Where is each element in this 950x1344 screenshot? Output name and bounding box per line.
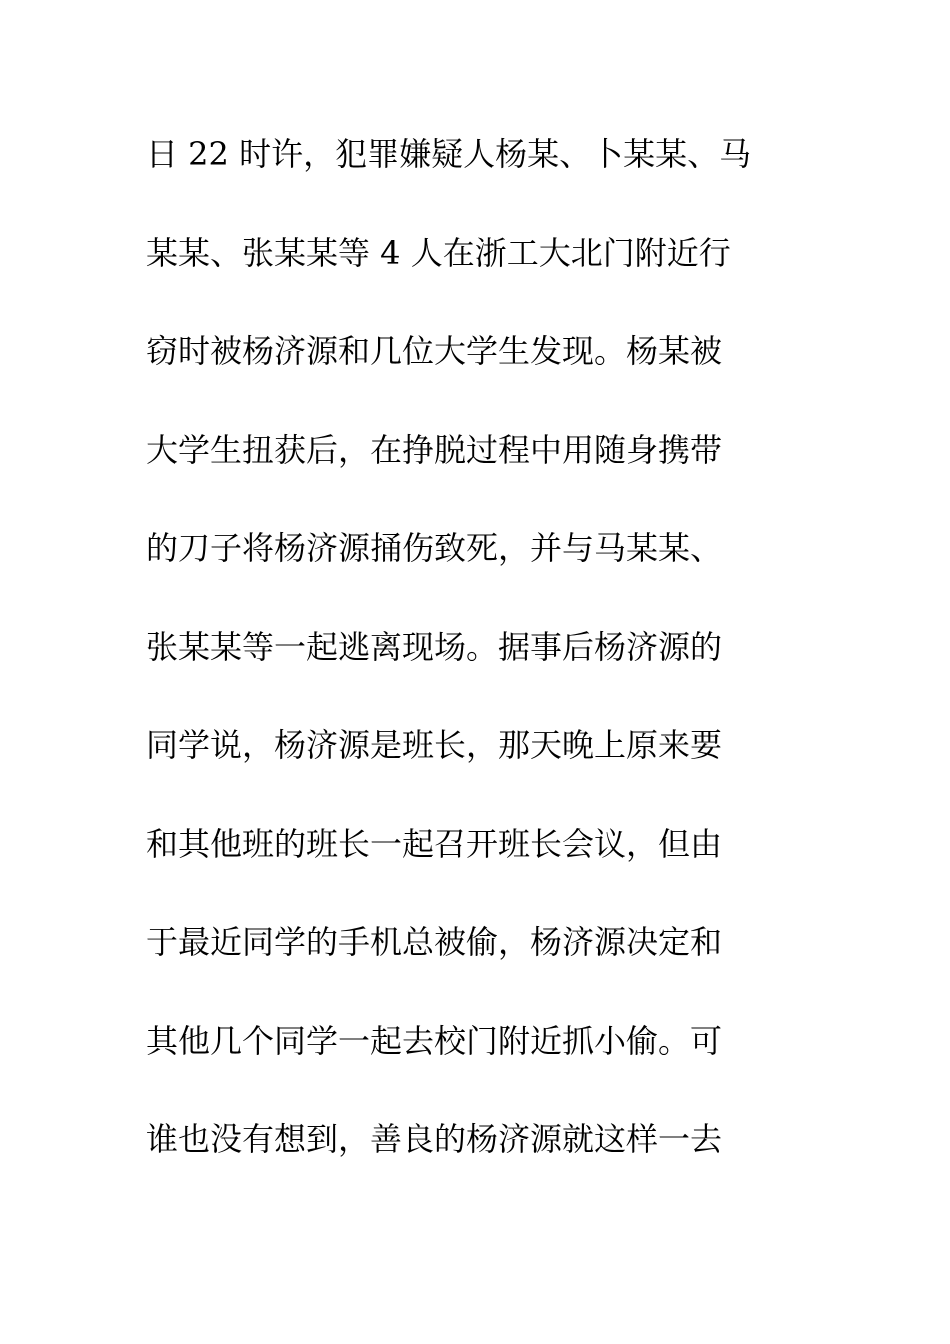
text-line: 同学说，杨济源是班长，那天晚上原来要 <box>146 726 723 764</box>
text-line: 张某某等一起逃离现场。据事后杨济源的 <box>146 627 723 666</box>
text-line: 和其他班的班长一起召开班长会议，但由 <box>146 824 723 863</box>
text-line: 于最近同学的手机总被偷，杨济源决定和 <box>146 923 723 961</box>
text-line: 日 22 时许，犯罪嫌疑人杨某、卜某某、马 <box>146 135 752 173</box>
text-line: 其他几个同学一起去校门附近抓小偷。可 <box>146 1021 723 1060</box>
text-line: 的刀子将杨济源捅伤致死，并与马某某、 <box>146 529 723 567</box>
text-line: 谁也没有想到，善良的杨济源就这样一去 <box>146 1120 723 1158</box>
text-line: 窃时被杨济源和几位大学生发现。杨某被 <box>146 332 723 370</box>
text-line: 某某、张某某等 4 人在浙工大北门附近行 <box>146 233 731 272</box>
text-line: 大学生扭获后，在挣脱过程中用随身携带 <box>146 430 723 469</box>
body-text <box>146 125 806 1209</box>
